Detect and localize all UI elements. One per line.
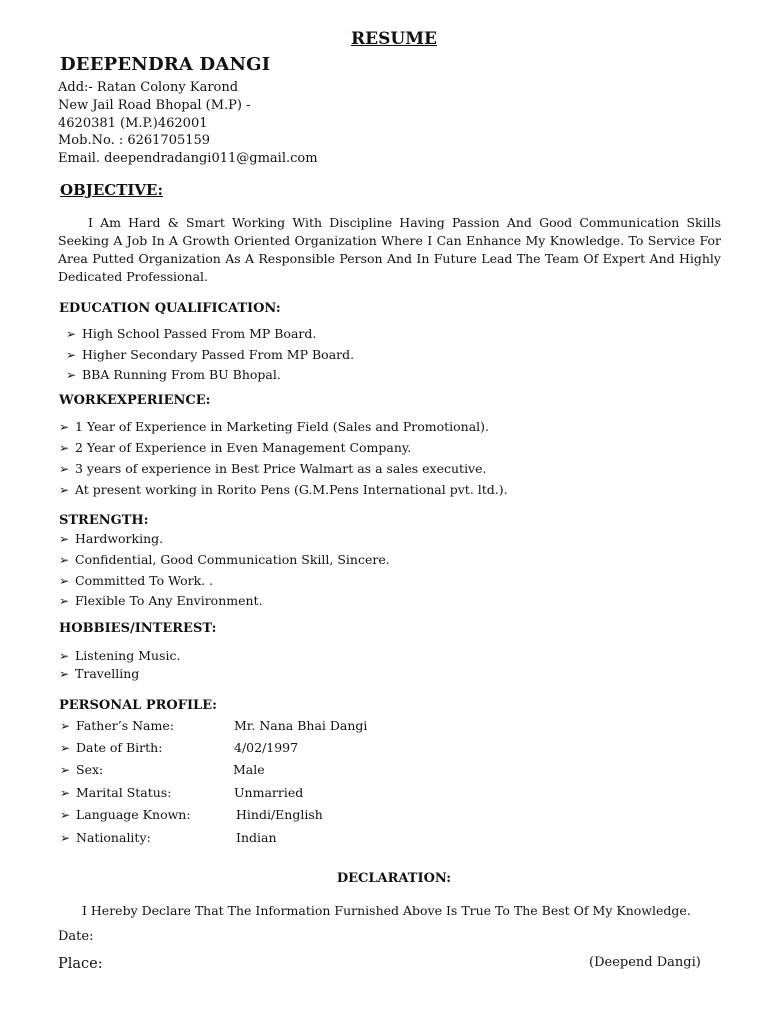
declaration-text: I Hereby Declare That The Information Furnished Above Is True To The Best Of My Knowledge. [82, 903, 691, 918]
profile-label: Sex: [76, 762, 104, 777]
bullet-arrow-icon: ➢ [60, 763, 71, 777]
bullet-arrow-icon: ➢ [59, 649, 70, 663]
bullet-arrow-icon: ➢ [60, 719, 71, 733]
bullet-arrow-icon: ➢ [60, 741, 71, 755]
address-line-3: 4620381 (M.P.)462001 [58, 116, 208, 131]
profile-value: Unmarried [234, 785, 304, 800]
bullet-arrow-icon: ➢ [66, 368, 77, 382]
address-line-1: Add:- Ratan Colony Karond [58, 80, 239, 95]
profile-row-language-known [60, 807, 323, 822]
list-item: ➢ Travelling [59, 666, 140, 681]
list-item: ➢ Committed To Work. . [59, 573, 214, 588]
list-item: ➢ High School Passed From MP Board. [66, 326, 317, 341]
bullet-arrow-icon: ➢ [59, 553, 70, 567]
hobbies-list [59, 648, 180, 684]
profile-row-marital-status [60, 785, 304, 800]
place-label: Place: [58, 956, 103, 972]
bullet-arrow-icon: ➢ [66, 348, 77, 362]
personal-profile-heading: PERSONAL PROFILE: [59, 698, 217, 713]
strength-heading: STRENGTH: [59, 513, 149, 528]
mobile-number: Mob.No. : 6261705159 [58, 133, 211, 148]
list-item: ➢ Flexible To Any Environment. [59, 593, 263, 608]
education-list [66, 326, 354, 387]
profile-value: Male [233, 762, 265, 777]
objective-heading: OBJECTIVE: [60, 181, 164, 199]
list-item: ➢ At present working in Rorito Pens (G.M.Pens International pvt. ltd.). [59, 482, 508, 497]
list-item: ➢ Higher Secondary Passed From MP Board. [66, 347, 355, 362]
signature-name: (Deepend Dangi) [589, 955, 701, 970]
list-item: ➢ Listening Music. [59, 648, 181, 663]
list-item: ➢ Hardworking. [59, 531, 164, 546]
list-item: ➢ 1 Year of Experience in Marketing Field (Sales and Promotional). [59, 419, 490, 434]
declaration-heading: DECLARATION: [336, 871, 452, 886]
bullet-arrow-icon: ➢ [60, 831, 71, 845]
bullet-arrow-icon: ➢ [59, 462, 70, 476]
profile-label: Language Known: [76, 807, 191, 822]
profile-row-sex [60, 762, 265, 777]
bullet-arrow-icon: ➢ [60, 808, 71, 822]
candidate-name: DEEPENDRA DANGI [60, 54, 271, 75]
profile-value: Indian [236, 830, 277, 845]
bullet-arrow-icon: ➢ [59, 574, 70, 588]
profile-label: Father’s Name: [76, 718, 174, 733]
list-item: ➢ 3 years of experience in Best Price Walmart as a sales executive. [59, 461, 487, 476]
address-line-2: New Jail Road Bhopal (M.P) - [58, 98, 251, 113]
profile-value: Mr. Nana Bhai Dangi [234, 718, 368, 733]
objective-text: I Am Hard & Smart Working With Discipline Having Passion And Good Communication Skills Seeking A Job In A Growth Oriented Organization Where I Can Enhance My Knowledge. To Service For Area Putted Organization As A Responsible Person And In Future Lead The Team Of Expert And Highly Dedicated Professional. [58, 215, 721, 284]
list-item: ➢ 2 Year of Experience in Even Management Company. [59, 440, 412, 455]
profile-label: Marital Status: [76, 785, 172, 800]
bullet-arrow-icon: ➢ [59, 532, 70, 546]
hobbies-heading: HOBBIES/INTEREST: [59, 621, 217, 636]
profile-value: Hindi/English [236, 807, 323, 822]
profile-row-date-of-birth [60, 740, 299, 755]
bullet-arrow-icon: ➢ [59, 667, 70, 681]
bullet-arrow-icon: ➢ [59, 594, 70, 608]
bullet-arrow-icon: ➢ [59, 441, 70, 455]
bullet-arrow-icon: ➢ [59, 483, 70, 497]
work-experience-list [59, 419, 508, 503]
profile-row-father-name [60, 718, 368, 733]
bullet-arrow-icon: ➢ [59, 420, 70, 434]
list-item: ➢ BBA Running From BU Bhopal. [66, 367, 281, 382]
list-item: ➢ Confidential, Good Communication Skill, Sincere. [59, 552, 390, 567]
profile-label: Nationality: [76, 830, 151, 845]
education-heading: EDUCATION QUALIFICATION: [59, 301, 281, 316]
profile-value: 4/02/1997 [234, 740, 299, 755]
strength-list [59, 531, 390, 613]
email-address: Email. deependradangi011@gmail.com [58, 151, 318, 166]
date-label: Date: [58, 929, 94, 944]
bullet-arrow-icon: ➢ [60, 786, 71, 800]
work-experience-heading: WORKEXPERIENCE: [59, 393, 211, 408]
profile-label: Date of Birth: [76, 740, 163, 755]
document-title: RESUME [351, 29, 437, 49]
bullet-arrow-icon: ➢ [66, 327, 77, 341]
profile-row-nationality [60, 830, 277, 845]
